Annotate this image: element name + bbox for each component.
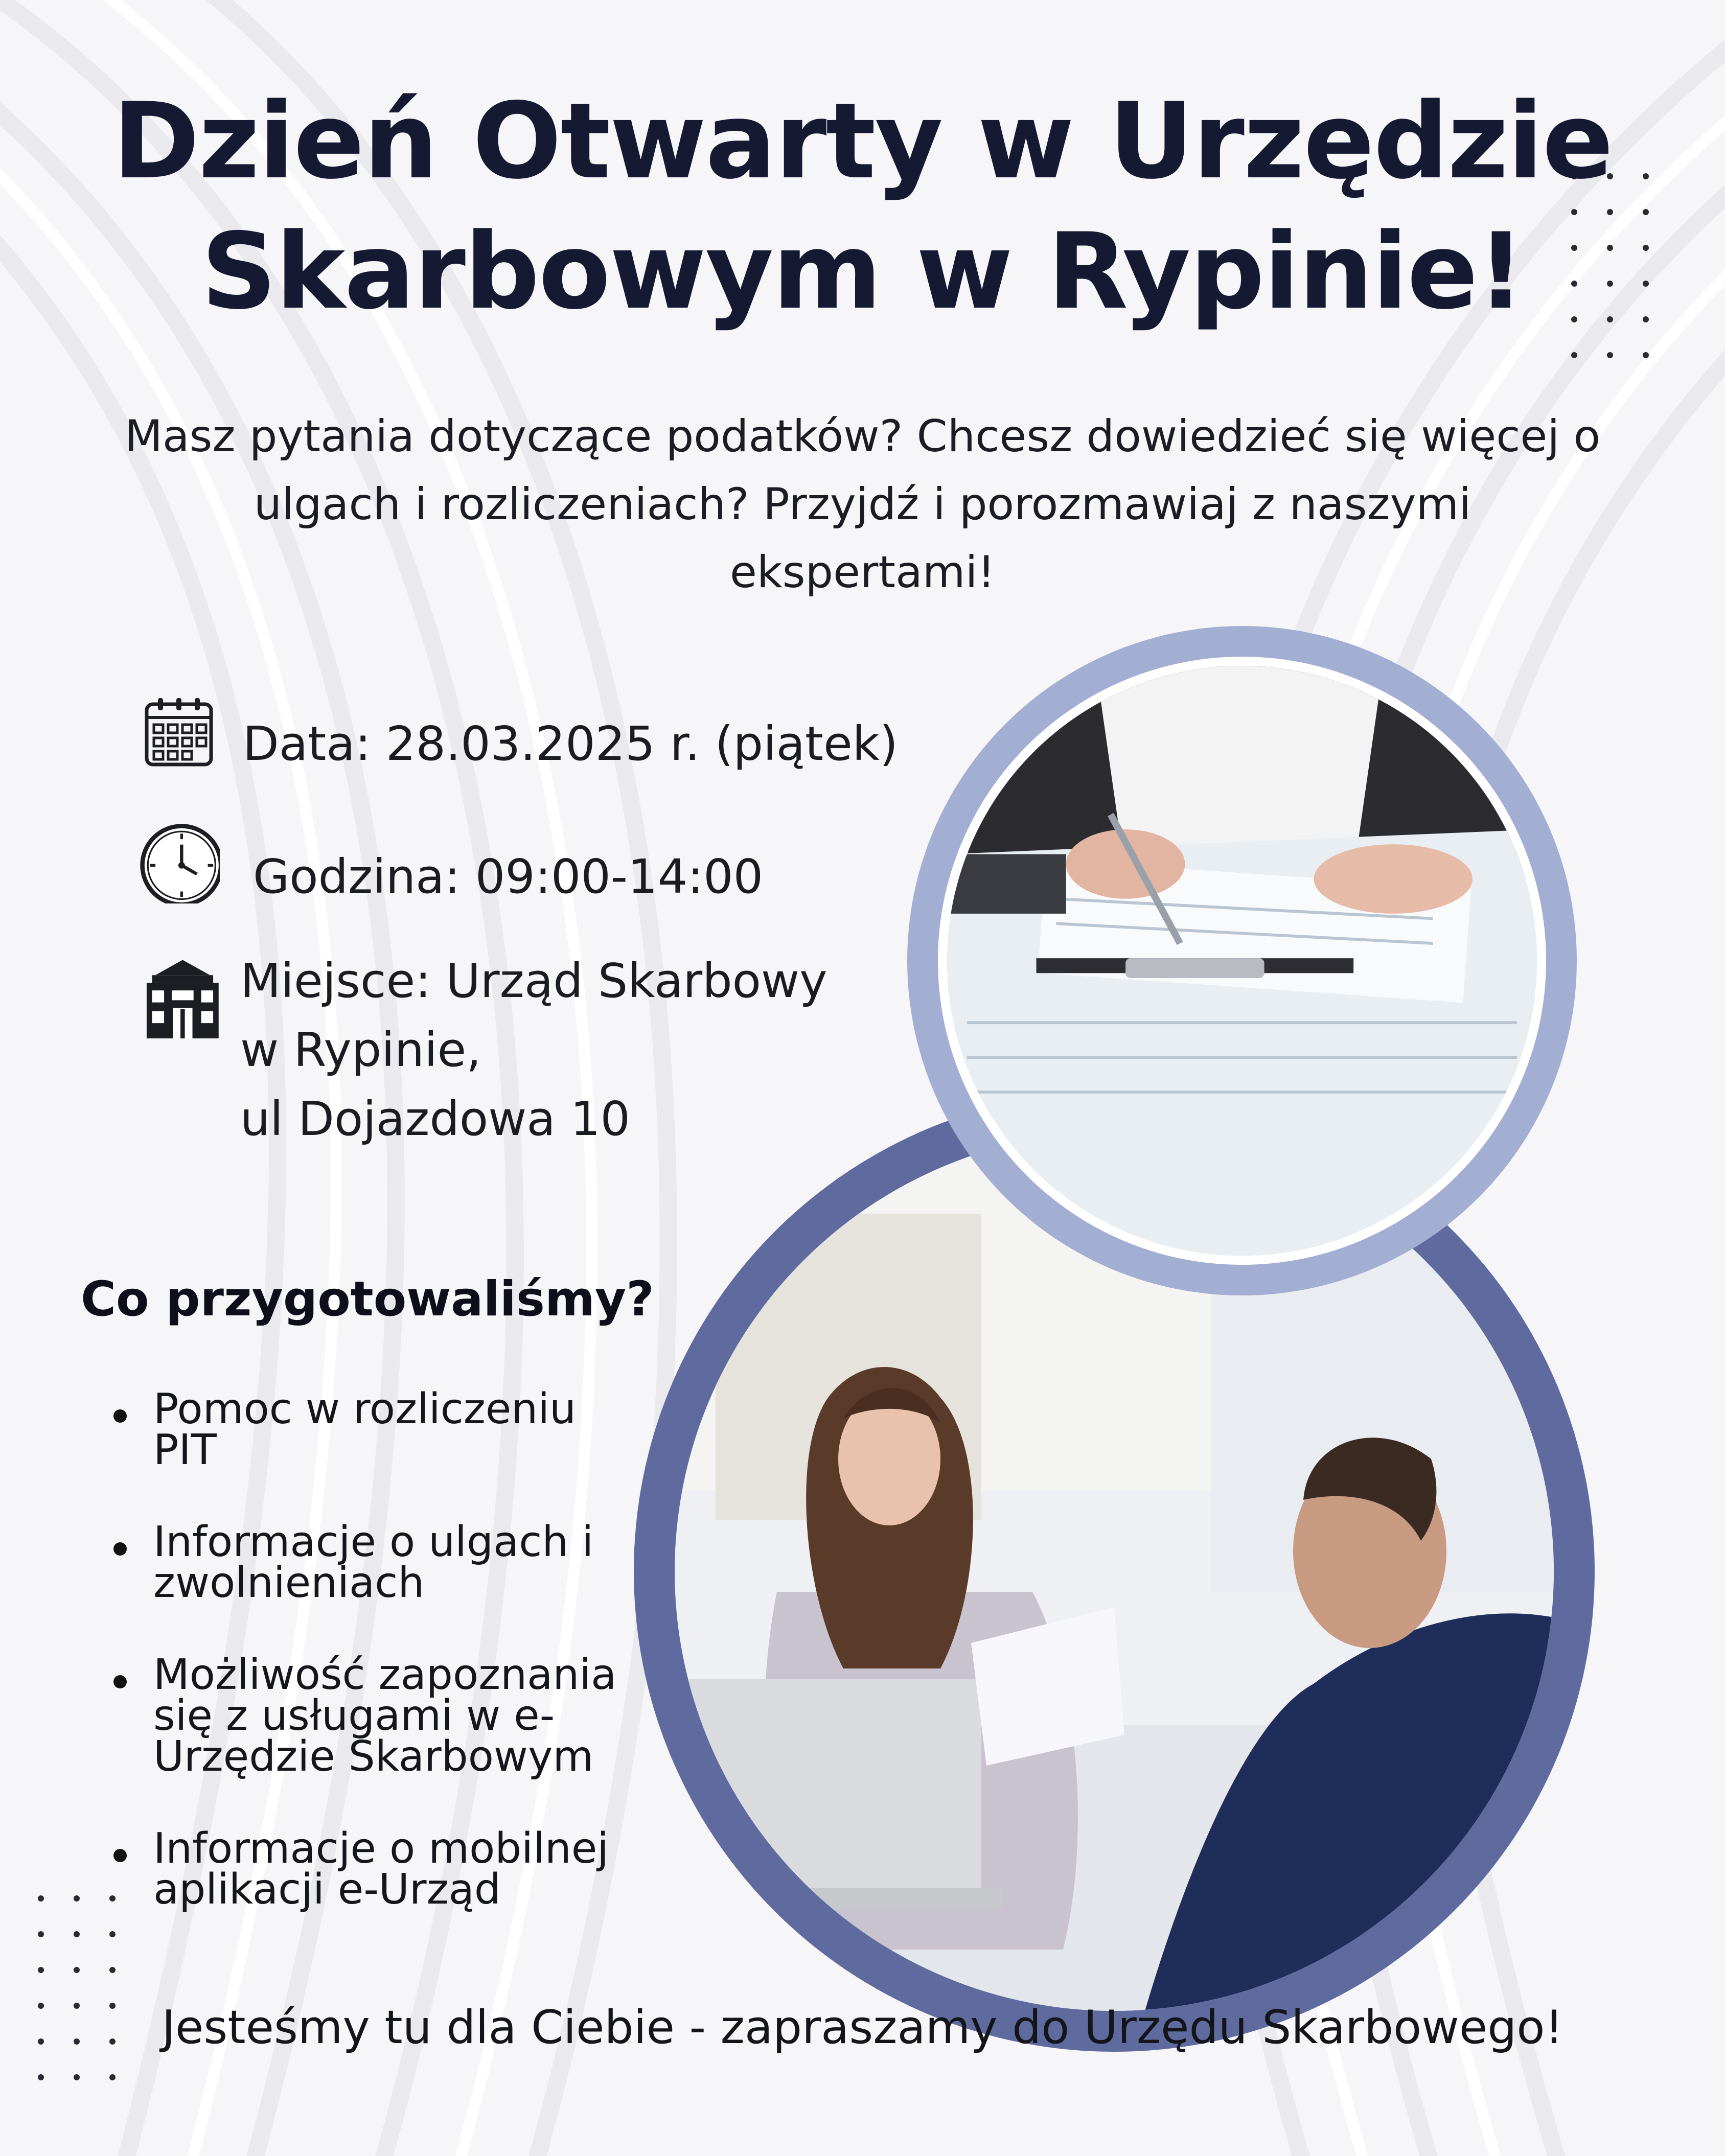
page-title-line2: Skarbowym w Rypinie! — [201, 211, 1524, 333]
list-item-text — [153, 1385, 675, 1474]
tax-form-photo — [938, 657, 1546, 1265]
list-item-line: Informacje o ulgach i — [153, 1518, 594, 1566]
list-item-text — [153, 1518, 675, 1607]
list-item-text — [153, 1651, 675, 1781]
event-time-row — [138, 822, 763, 911]
event-place-line3: ul Dojazdowa 10 — [240, 1092, 631, 1146]
clock-icon — [138, 822, 220, 903]
intro-text: Masz pytania dotyczące podatków? Chcesz dowiedzieć się więcej o ulgach i rozliczeniach? Przyjdź i porozmawiaj z naszymi ekspertami! — [124, 411, 1601, 598]
building-icon — [139, 957, 221, 1038]
footer-invitation: Jesteśmy tu dla Ciebie - zapraszamy do Urzędu Skarbowego! — [162, 2001, 1563, 2054]
offer-list — [102, 1385, 675, 1961]
page-title-line1: Dzień Otwarty w Urzędzie — [112, 81, 1613, 202]
event-time-text: Godzina: 09:00-14:00 — [253, 849, 764, 904]
list-item-line: Informacje o mobilnej — [153, 1824, 609, 1873]
offer-heading: Co przygotowaliśmy? — [81, 1271, 654, 1327]
list-item-line: się z usługami w e- — [153, 1691, 555, 1740]
event-place — [240, 946, 827, 1153]
page-title — [0, 77, 1725, 337]
list-item-text — [153, 1824, 675, 1914]
list-item-line: PIT — [153, 1426, 217, 1474]
event-time — [253, 842, 763, 911]
event-date — [243, 709, 898, 778]
list-item — [102, 1651, 675, 1781]
list-item-line: Pomoc w rozliczeniu — [153, 1385, 577, 1433]
event-place-row — [139, 946, 827, 1153]
list-item-line: Możliwość zapoznania — [153, 1651, 617, 1699]
event-place-line2: w Rypinie, — [240, 1023, 481, 1077]
list-item-line: aplikacji e-Urząd — [153, 1865, 501, 1914]
event-place-line1: Miejsce: Urząd Skarbowy — [240, 954, 827, 1008]
tax-form-illustration — [947, 666, 1537, 1256]
list-item — [102, 1518, 675, 1607]
list-item — [102, 1385, 675, 1474]
list-item-line: zwolnieniach — [153, 1559, 425, 1607]
list-item — [102, 1824, 675, 1914]
calendar-icon — [141, 694, 217, 771]
list-item-line: Urzędzie Skarbowym — [153, 1732, 594, 1781]
event-date-text: Data: 28.03.2025 r. (piątek) — [243, 716, 898, 771]
event-date-row — [141, 694, 898, 778]
